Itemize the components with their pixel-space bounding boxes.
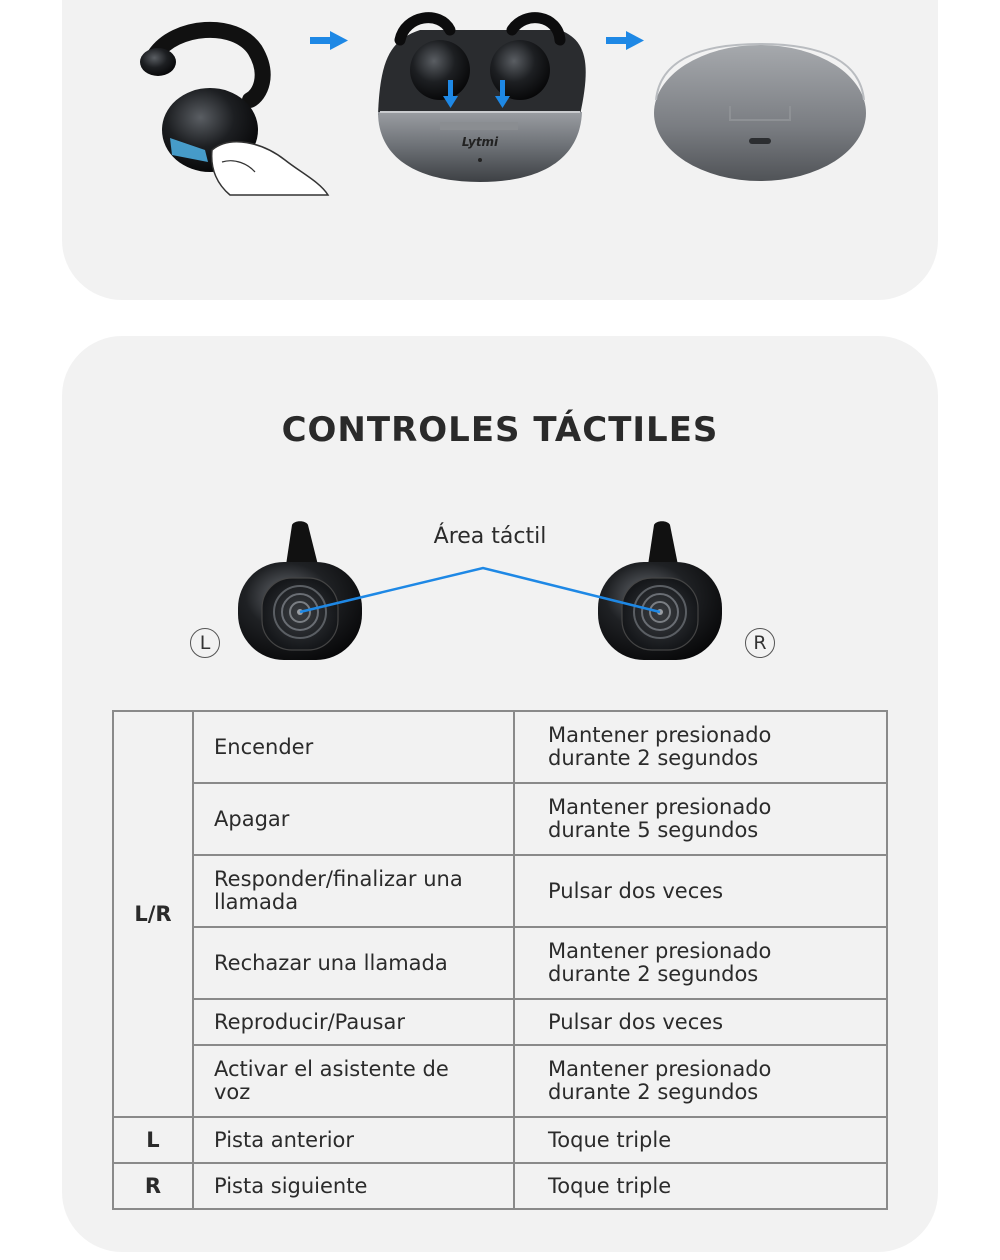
group-label-lr: L/R [113,711,193,1117]
gesture-cell: Mantener presionado durante 2 segundos [514,711,887,783]
action-cell: Pista siguiente [193,1163,514,1209]
action-cell: Pista anterior [193,1117,514,1163]
table-row [113,711,887,783]
action-cell: Activar el asistente de voz [193,1045,514,1117]
table-row [113,1045,887,1117]
action-cell: Apagar [193,783,514,855]
group-label-r: R [113,1163,193,1209]
gesture-cell: Mantener presionado durante 2 segundos [514,927,887,999]
table-row [113,855,887,927]
table-row [113,1163,887,1209]
action-cell: Rechazar una llamada [193,927,514,999]
table-row [113,927,887,999]
gesture-cell: Toque triple [514,1163,887,1209]
left-earbud-icon [238,521,362,660]
case-brand: Lytmi [461,135,499,149]
right-side-marker: R [745,628,775,658]
touch-area-label: Área táctil [433,524,547,549]
table-row [113,783,887,855]
action-cell: Responder/finalizar una llamada [193,855,514,927]
left-side-marker: L [190,628,220,658]
gesture-cell: Mantener presionado durante 5 segundos [514,783,887,855]
action-cell: Reproducir/Pausar [193,999,514,1045]
section-title: CONTROLES TÁCTILES [281,410,719,450]
gesture-cell: Mantener presionado durante 2 segundos [514,1045,887,1117]
table-row [113,999,887,1045]
gesture-cell: Pulsar dos veces [514,855,887,927]
controls-table [112,710,888,1210]
gesture-cell: Toque triple [514,1117,887,1163]
gesture-cell: Pulsar dos veces [514,999,887,1045]
action-cell: Encender [193,711,514,783]
right-earbud-icon [598,521,722,660]
table-row [113,1117,887,1163]
group-label-l: L [113,1117,193,1163]
